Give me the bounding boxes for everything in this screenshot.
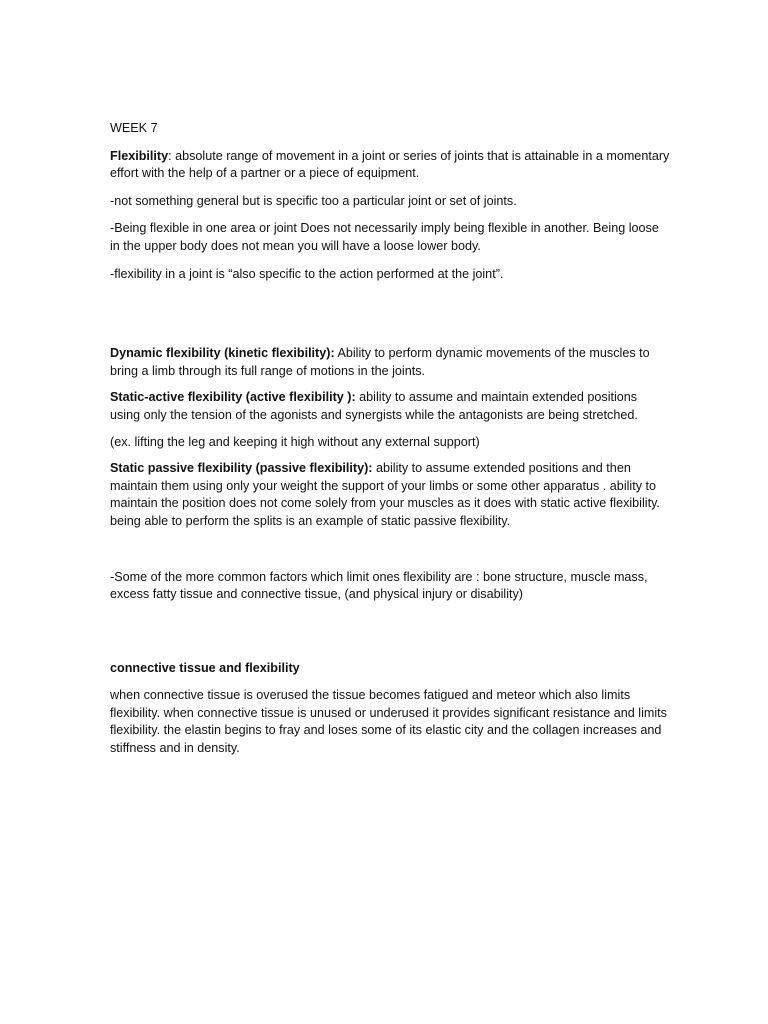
flexibility-term: Flexibility	[110, 148, 169, 163]
document-page	[110, 120, 670, 768]
connective-tissue-paragraph: when connective tissue is overused the tissue becomes fatigued and meteor which also limits flexibility. when connective tissue is unused or underused it provides significant resistance and limits flexibility. the elastin begins to fray and loses some of its elastic city and the collagen increases and stiffness and in density.	[110, 688, 667, 756]
note-specific-joint: -not something general but is specific too a particular joint or set of joints.	[110, 193, 517, 208]
flexibility-definition	[110, 148, 670, 183]
week-heading: WEEK 7	[110, 121, 158, 135]
dynamic-flexibility-term: Dynamic flexibility (kinetic flexibility):	[110, 346, 335, 361]
static-active-paragraph	[110, 389, 670, 424]
static-active-term: Static-active flexibility (active flexibility ):	[110, 390, 356, 405]
static-passive-text: ability to assume extended positions and then maintain them using only your weight the support of your limbs or some other apparatus . ability to maintain the position does not come solely from your muscles as it does with static active flexibility. being able to perform the splits is an example of static passive flexibility.	[110, 461, 660, 528]
dynamic-flexibility-text: Ability to perform dynamic movements of the muscles to bring a limb through its full range of motions in the joints.	[110, 346, 650, 378]
static-passive-term: Static passive flexibility (passive flexibility):	[110, 461, 373, 476]
connective-tissue-heading	[110, 660, 670, 678]
static-passive-paragraph	[110, 460, 670, 530]
note-action-specific: -flexibility in a joint is “also specific to the action performed at the joint”.	[110, 266, 504, 281]
static-active-text: ability to assume and maintain extended positions using only the tension of the agonists and synergists while the antagonists are being stretched.	[110, 390, 638, 422]
static-active-example: (ex. lifting the leg and keeping it high without any external support)	[110, 434, 480, 449]
dynamic-flexibility-paragraph	[110, 345, 670, 380]
limiting-factors-paragraph: -Some of the more common factors which limit ones flexibility are : bone structure, muscle mass, excess fatty tissue and connective tissue, (and physical injury or disability)	[110, 569, 648, 602]
flexibility-definition-text: : absolute range of movement in a joint or series of joints that is attainable in a momentary effort with the help of a partner or a piece of equipment.	[110, 148, 670, 181]
note-one-area: -Being flexible in one area or joint Does not necessarily imply being flexible in another. Being loose in the upper body does not mean you will have a loose lower body.	[110, 221, 659, 253]
connective-tissue-heading-text: connective tissue and flexibility	[110, 660, 300, 675]
